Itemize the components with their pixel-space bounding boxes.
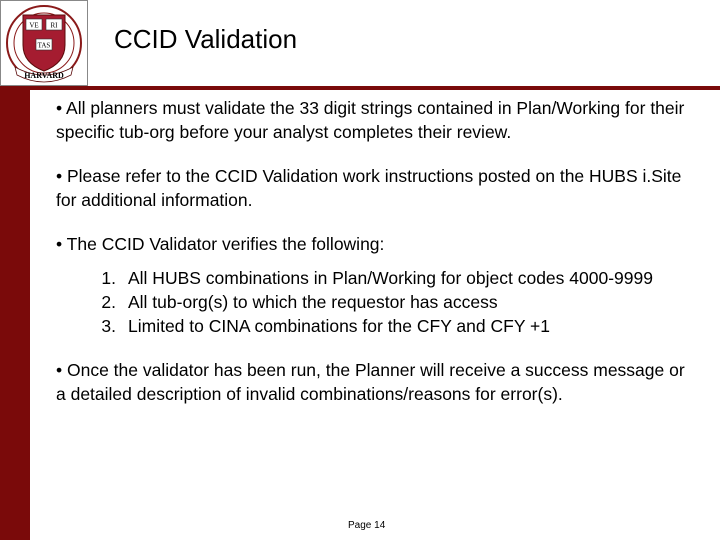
page-number: Page 14 (348, 520, 386, 531)
list-item-number: 2. (101, 292, 116, 312)
list-item-text: All HUBS combinations in Plan/Working for object codes 4000-9999 (128, 268, 653, 288)
list-item (56, 266, 696, 290)
logo-motto-tas: TAS (37, 41, 51, 50)
page-title: CCID Validation (114, 24, 298, 54)
left-accent-bar (0, 86, 30, 540)
list-item (56, 314, 696, 338)
list-item-number: 1. (101, 268, 116, 288)
logo-text: HARVARD (24, 71, 64, 80)
harvard-shield-icon (1, 1, 87, 85)
harvard-logo (0, 0, 88, 86)
bullet-validator-result: • Once the validator has been run, the Planner will receive a success message or a detailed description of invalid combinations/reasons for error(s). (56, 360, 685, 404)
list-item-text: All tub-org(s) to which the requestor has access (128, 292, 498, 312)
bullet-validator-verifies: • The CCID Validator verifies the following: (56, 234, 385, 254)
list-item-text: Limited to CINA combinations for the CFY and CFY +1 (128, 316, 550, 336)
slide-body (56, 96, 696, 426)
logo-motto-ri: RI (50, 21, 58, 30)
bullet-validation-requirement: • All planners must validate the 33 digit strings contained in Plan/Working for their specific tub-org before your analyst completes their review. (56, 98, 685, 142)
verification-list (56, 266, 696, 338)
logo-motto-ve: VE (29, 21, 39, 30)
bullet-work-instructions: • Please refer to the CCID Validation work instructions posted on the HUBS i.Site for additional information. (56, 166, 682, 210)
list-item-number: 3. (101, 316, 116, 336)
header-divider (30, 86, 720, 90)
list-item (56, 290, 696, 314)
